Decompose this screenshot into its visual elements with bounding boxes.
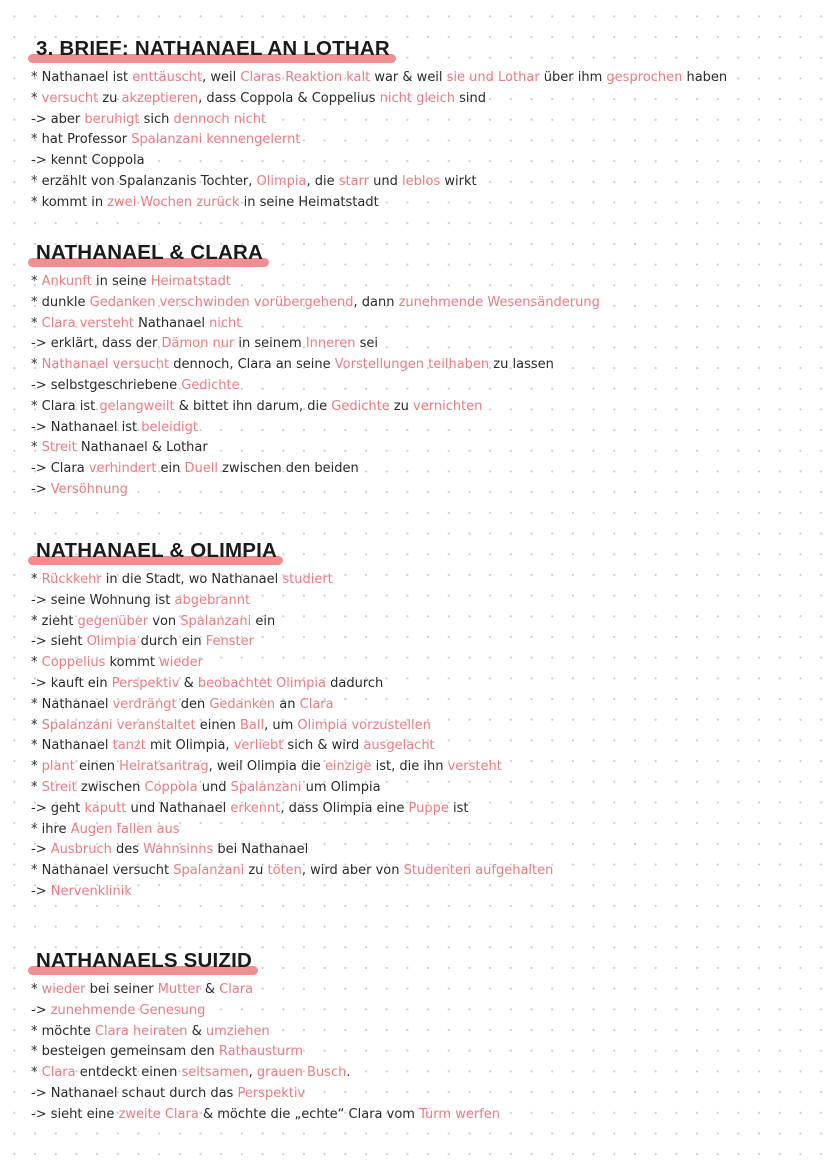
note-text: sieht eine [50,1106,119,1122]
note-section-olimpia [28,536,808,903]
section-heading: NATHANAEL & OLIMPIA [28,536,283,566]
note-text: sind [454,90,486,106]
highlighted-term: gegenüber [77,613,149,629]
highlighted-term: Rathausturm [218,1044,304,1060]
highlighted-term: Puppe [408,800,449,816]
highlighted-term: Inneren [305,336,356,352]
note-text: sich & wird [283,738,364,754]
bullet-marker: * [31,655,42,671]
highlighted-term: nicht gleich [379,90,455,106]
highlighted-term: wieder [41,982,86,997]
bullet-marker: * [31,194,42,210]
note-line [28,376,808,397]
section-heading: 3. BRIEF: NATHANAEL AN LOTHAR [28,34,396,64]
highlighted-term: Turm werfen [419,1106,501,1122]
note-text: mit Olimpia, [145,738,234,754]
note-text: kauft ein [50,675,112,691]
highlighted-term: Wahnsinns [143,842,214,858]
highlighted-term: Streit [41,779,77,795]
note-text: kommt [105,655,160,671]
note-text: wirkt [440,173,477,189]
note-text: ein [156,461,185,477]
note-text: Nathanael schaut durch das [50,1085,238,1101]
highlighted-term: Clara heiraten [94,1023,188,1039]
note-line [28,799,808,820]
highlighted-term: Spalanzani [230,779,302,795]
highlighted-term: dennoch nicht [173,111,267,127]
note-text: selbstgeschriebene [50,377,182,393]
highlighted-term: Gedanken [209,696,276,712]
note-text: Nathanael versucht [41,863,174,879]
highlighted-term: Rückkehr [41,572,102,587]
highlighted-term: Perspektiv [237,1085,306,1101]
note-text: dennoch, Clara an seine [169,357,335,373]
note-line [28,861,808,882]
highlighted-term: Streit [41,440,77,456]
highlighted-term: versucht [41,90,99,106]
note-line [28,570,808,591]
note-text: sei [355,336,378,352]
note-text: an [275,696,300,712]
note-text: erzählt von Spalanzanis Tochter, [41,173,257,189]
highlighted-term: plant [41,759,75,775]
highlighted-term: zunehmende Wesensänderung [398,294,600,310]
section-heading: NATHANAELS SUIZID [28,946,258,976]
note-text: einen [195,717,240,733]
note-text: , weil [202,70,241,85]
highlighted-term: verliebt [233,738,284,754]
note-line [28,355,808,376]
bullet-marker: * [31,863,42,879]
note-text: besteigen gemeinsam den [41,1044,219,1060]
highlighted-term: Gedichte [181,377,240,393]
highlighted-term: Vorstellungen teilhaben [334,357,490,373]
highlighted-term: verhindert [88,461,157,477]
note-line [28,314,808,335]
bullet-marker: -> [31,153,51,169]
highlighted-term: Clara [41,1065,76,1081]
highlighted-term: ausgelacht [363,738,435,754]
note-text: Clara [50,461,89,477]
note-text: sich [139,111,174,127]
note-text: den [176,696,210,712]
note-text: möchte [41,1023,95,1039]
note-text: und [197,779,231,795]
bullet-marker: * [31,717,42,733]
highlighted-term: Spalanzani [173,863,245,879]
note-list [28,68,808,214]
note-text: hat Professor [41,132,132,148]
highlighted-term: zunehmende Genesung [50,1002,206,1018]
note-text: kommt in [41,194,108,210]
note-line [28,674,808,695]
bullet-marker: * [31,759,42,775]
bullet-marker: * [31,572,42,587]
highlighted-term: Claras Reaktion kalt [240,70,371,85]
highlighted-term: Gedichte [331,398,390,414]
note-list [28,272,808,501]
note-text: in seinem [234,336,306,352]
note-line [28,1001,808,1022]
note-line [28,1105,808,1126]
highlighted-term: Fenster [205,634,254,650]
bullet-marker: * [31,738,42,754]
note-text: in seine Heimatstadt [239,194,379,210]
highlighted-term: Olimpia [256,173,307,189]
bullet-marker: -> [31,336,51,352]
note-line [28,757,808,778]
note-text: und [369,173,403,189]
note-line [28,68,808,89]
note-text: , die [306,173,339,189]
highlighted-term: nicht [209,315,242,331]
bullet-marker: * [31,440,42,456]
note-section-suizid [28,946,808,1126]
note-line [28,438,808,459]
highlighted-term: tanzt [112,738,146,754]
note-text: seine Wohnung ist [50,592,175,608]
highlighted-term: enttäuscht [132,70,203,85]
bullet-marker: -> [31,377,51,393]
note-line [28,716,808,737]
bullet-marker: * [31,173,42,189]
note-text: und Nathanael [126,800,231,816]
note-text: aber [50,111,85,127]
note-text: & bittet ihn darum, die [174,398,332,414]
highlighted-term: Dämon nur [161,336,235,352]
bullet-marker: -> [31,481,51,497]
highlighted-term: Nathanael versucht [41,357,170,373]
note-text: , dass Coppola & Coppelius [198,90,380,106]
bullet-marker: * [31,294,42,310]
note-text: dadurch [325,675,384,691]
note-text: Nathanael [41,696,113,712]
note-text: zieht [41,613,78,629]
bullet-marker: -> [31,419,51,435]
note-section-clara [28,238,808,501]
note-list [28,570,808,903]
note-line [28,778,808,799]
bullet-marker: * [31,613,42,629]
highlighted-term: Olimpia vorzustellen [297,717,431,733]
highlighted-term: abgebrannt [174,592,251,608]
bullet-marker: * [31,90,42,106]
highlighted-term: Gedanken verschwinden vorübergehend [89,294,354,310]
note-text: um Olimpia [301,779,381,795]
highlighted-term: vernichten [413,398,483,414]
note-line [28,459,808,480]
highlighted-term: seltsamen [181,1065,249,1081]
highlighted-term: Heimatstadt [150,274,232,289]
bullet-marker: * [31,315,42,331]
note-text: bei seiner [85,982,158,997]
note-text: , dann [353,294,399,310]
note-text: . [346,1065,351,1081]
highlighted-term: Clara versteht [41,315,134,331]
highlighted-term: Duell [184,461,219,477]
note-line [28,653,808,674]
highlighted-term: umziehen [205,1023,270,1039]
bullet-marker: -> [31,1085,51,1101]
highlighted-term: gesprochen [606,70,683,85]
highlighted-term: Versöhnung [50,481,128,497]
note-text: zu [98,90,122,106]
bullet-marker: * [31,1065,42,1081]
note-text: Nathanael ist [50,419,142,435]
note-line [28,1042,808,1063]
note-text: einen [74,759,120,775]
note-line [28,397,808,418]
highlighted-term: einzige [324,759,372,775]
highlighted-term: gelangweilt [99,398,175,414]
highlighted-term: starr [338,173,370,189]
note-text: zwischen den beiden [218,461,359,477]
note-line [28,130,808,151]
bullet-marker: * [31,132,42,148]
note-text: & [179,675,198,691]
highlighted-term: beruhigt [84,111,140,127]
note-line [28,612,808,633]
note-line [28,591,808,612]
note-text: Clara ist [41,398,100,414]
note-line [28,882,808,903]
note-text: kennt Coppola [50,153,145,169]
note-line [28,820,808,841]
note-text: dunkle [41,294,90,310]
note-text: & [187,1023,206,1039]
bullet-marker: -> [31,1002,51,1018]
note-text: , wird aber von [301,863,404,879]
highlighted-term: Coppola [144,779,198,795]
note-line [28,89,808,110]
note-text: Nathanael [133,315,210,331]
note-text: sieht [50,634,87,650]
note-line [28,193,808,214]
note-text: über ihm [539,70,607,85]
highlighted-term: sie und Lothar [446,70,540,85]
highlighted-term: Coppelius [41,655,106,671]
note-list [28,980,808,1126]
note-text: zu [244,863,268,879]
bullet-marker: * [31,1023,42,1039]
note-text: geht [50,800,85,816]
note-line [28,172,808,193]
note-line [28,110,808,131]
note-line [28,980,808,1001]
note-text: , [248,1065,257,1081]
highlighted-term: Ball [239,717,265,733]
bullet-marker: -> [31,592,51,608]
highlighted-term: beobachtet Olimpia [197,675,326,691]
bullet-marker: * [31,696,42,712]
highlighted-term: leblos [402,173,441,189]
note-text: zwischen [76,779,145,795]
highlighted-term: Mutter [157,982,201,997]
bullet-marker: * [31,70,42,85]
note-text: von [148,613,181,629]
note-text: Nathanael & Lothar [76,440,208,456]
bullet-marker: * [31,779,42,795]
highlighted-term: Heiratsantrag [119,759,209,775]
note-text: durch ein [136,634,206,650]
note-section-brief [28,34,808,214]
highlighted-term: Spalanzani veranstaltet [41,717,196,733]
note-line [28,480,808,501]
highlighted-term: Clara [299,696,334,712]
note-text: Nathanael [41,738,113,754]
highlighted-term: Olimpia [86,634,137,650]
note-line [28,418,808,439]
bullet-marker: * [31,1044,42,1060]
bullet-marker: -> [31,634,51,650]
highlighted-term: Spalanzani kennengelernt [131,132,301,148]
note-line [28,334,808,355]
highlighted-term: studiert [282,572,333,587]
note-line [28,1063,808,1084]
note-text: des [111,842,144,858]
note-line [28,840,808,861]
note-text: & [200,982,220,997]
note-line [28,272,808,293]
note-text: in seine [91,274,151,289]
note-text: entdeckt einen [75,1065,182,1081]
note-line [28,1022,808,1043]
bullet-marker: * [31,274,42,289]
section-heading: NATHANAEL & CLARA [28,238,269,268]
note-text: haben [682,70,728,85]
highlighted-term: grauen Busch [256,1065,347,1081]
note-text: , dass Olimpia eine [280,800,409,816]
bullet-marker: * [31,821,42,837]
note-text: , um [264,717,298,733]
note-text: Nathanael ist [41,70,133,85]
note-text: ist [448,800,469,816]
highlighted-term: versteht [447,759,502,775]
bullet-marker: -> [31,800,51,816]
bullet-marker: -> [31,675,51,691]
note-text: zu [389,398,414,414]
highlighted-term: wieder [159,655,203,671]
highlighted-term: erkennt [230,800,281,816]
highlighted-term: kaputt [84,800,127,816]
highlighted-term: verdrängt [112,696,177,712]
highlighted-term: akzeptieren [121,90,199,106]
bullet-marker: * [31,982,42,997]
note-text: ein [251,613,276,629]
highlighted-term: Augen fallen aus [70,821,180,837]
note-text: bei Nathanael [213,842,309,858]
note-text: war & weil [370,70,447,85]
highlighted-term: zwei Wochen zurück [107,194,240,210]
note-line [28,1084,808,1105]
note-line [28,632,808,653]
highlighted-term: Nervenklinik [50,883,132,899]
highlighted-term: töten [267,863,302,879]
bullet-marker: -> [31,883,51,899]
bullet-marker: -> [31,461,51,477]
bullet-marker: * [31,357,42,373]
note-text: ist, die ihn [371,759,448,775]
bullet-marker: * [31,398,42,414]
bullet-marker: -> [31,842,51,858]
note-text: zu lassen [489,357,554,373]
note-text: ihre [41,821,71,837]
highlighted-term: Ankunft [41,274,92,289]
note-line [28,695,808,716]
highlighted-term: Spalanzani [180,613,252,629]
highlighted-term: Ausbruch [50,842,112,858]
highlighted-term: zweite Clara [118,1106,199,1122]
note-text: , weil Olimpia die [208,759,325,775]
bullet-marker: -> [31,1106,51,1122]
note-line [28,293,808,314]
highlighted-term: beleidigt [141,419,198,435]
note-text: erklärt, dass der [50,336,162,352]
note-text: in die Stadt, wo Nathanael [101,572,283,587]
note-text: & möchte die „echte“ Clara vom [198,1106,420,1122]
highlighted-term: Perspektiv [111,675,180,691]
highlighted-term: Studenten aufgehalten [403,863,554,879]
note-line [28,736,808,757]
note-line [28,151,808,172]
highlighted-term: Clara [219,982,254,997]
bullet-marker: -> [31,111,51,127]
